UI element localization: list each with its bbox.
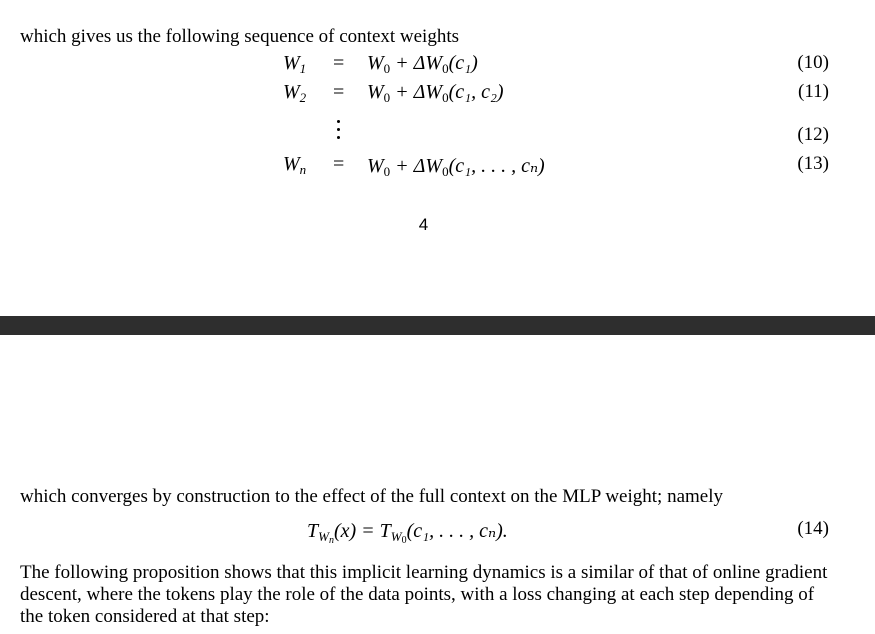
page-separator bbox=[0, 316, 875, 335]
equation-number: (11) bbox=[798, 81, 829, 102]
equation-lhs: $W_1$ bbox=[283, 52, 307, 76]
equation-rhs: $W_0 + \Delta W_0(c_1$, . . . , cₙ) bbox=[367, 155, 545, 179]
equation-11 bbox=[0, 81, 875, 107]
equation-number: (14) bbox=[797, 518, 829, 539]
converges-text: which converges by construction to the effect of the full context on the MLP weight; namely bbox=[20, 486, 723, 507]
page-top bbox=[0, 0, 875, 316]
equation-12 bbox=[0, 124, 875, 150]
equals-sign: = bbox=[333, 52, 345, 74]
equation-number: (10) bbox=[797, 52, 829, 73]
intro-text: which gives us the following sequence of context weights bbox=[20, 26, 460, 47]
equation-lhs: $W_2$ bbox=[283, 81, 307, 105]
equation-14 bbox=[0, 518, 875, 544]
page-number: 4 bbox=[418, 215, 429, 234]
equation-10 bbox=[0, 52, 875, 78]
equation-13 bbox=[0, 153, 875, 179]
equation-rhs: $W_0 + \Delta W_0(c_1$, c₂) bbox=[367, 81, 504, 105]
equation-number: (13) bbox=[797, 153, 829, 174]
equals-sign: = bbox=[333, 81, 345, 103]
equation-number: (12) bbox=[797, 124, 829, 145]
proposition-paragraph: The following proposition shows that this implicit learning dynamics is a similar of that of online gradient descent, where the tokens play the role of the data points, with a loss changing at each step depending of the token considered at that step: bbox=[20, 562, 828, 627]
equals-sign: = bbox=[333, 153, 345, 175]
equation-rhs: $W_0 + \Delta W_0(c_1)$ bbox=[367, 52, 478, 76]
equation-lhs: $W_n$ bbox=[283, 153, 307, 177]
equation-formula: $T_{W_n}(x) = T_{W_0}(c_1$, . . . , cₙ). bbox=[307, 520, 508, 546]
